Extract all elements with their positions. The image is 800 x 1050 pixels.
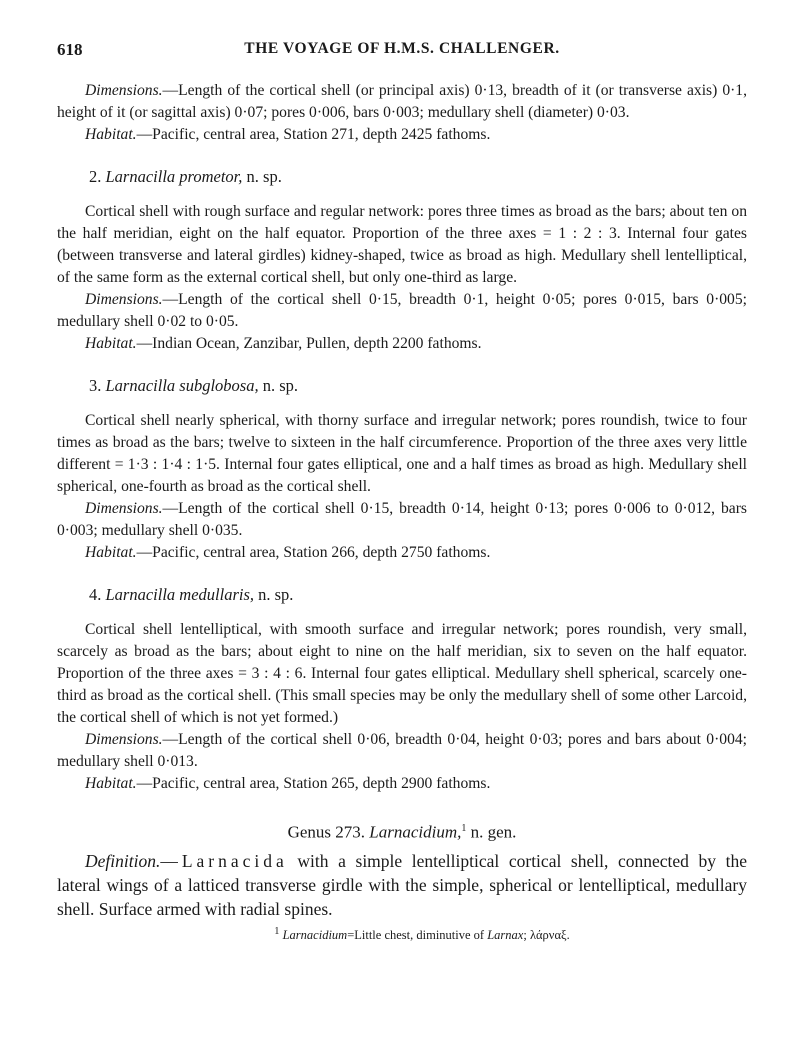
dimensions-label: Dimensions. (85, 82, 163, 99)
species-description: Cortical shell nearly spherical, with thorny surface and irregular network; pores roundish, twice to four times as broad as the bars; twelve to sixteen in the half circumference. Proportion of the three axes very little different = 1·3 : 1·4 : 1·5. Internal four gates elliptical, one and a half times as broad as high. Medullary shell spherical, one-fourth as broad as the cortical shell. (57, 412, 747, 495)
definition-label: Definition. (85, 851, 161, 871)
footnote-mark: 1 (461, 823, 467, 834)
genus-heading: Genus 273. Larnacidium,$^1$ n. gen. (287, 822, 517, 842)
species-heading: 2. Larnacilla prometor, n. sp. (89, 167, 282, 186)
species-heading: 4. Larnacilla medullaris, n. sp. (89, 585, 294, 604)
dimensions-paragraph: Dimensions.—Length of the cortical shell 0·15, breadth 0·14, height 0·13; pores 0·006 to 0·012, bars 0·003; medullary shell 0·035. (57, 500, 747, 539)
habitat-paragraph (57, 124, 747, 146)
dimensions-paragraph (57, 80, 747, 124)
definition-spaced-term: —Larnacida (160, 851, 288, 871)
habitat-paragraph: Habitat.—Pacific, central area, Station 266, depth 2750 fathoms. (85, 544, 491, 561)
page-number: 618 (57, 40, 83, 59)
page-header (57, 40, 747, 64)
habitat-label: Habitat. (85, 126, 137, 143)
dimensions-text: —Length of the cortical shell (or principal axis) 0·13, breadth of it (or transverse axis) 0·1, height of it (or sagittal axis) 0·07; pores 0·006, bars 0·003; medullary shell (diameter) 0·03. (57, 82, 747, 121)
running-title: THE VOYAGE OF H.M.S. CHALLENGER. (244, 40, 560, 57)
species-description: Cortical shell with rough surface and regular network: pores three times as broad as the bars; about ten on the half meridian, eight on the half equator. Proportion of the three axes = 1 : 2 : 3. Internal four gates (between transverse and lateral girdles) kidney-shaped, twice as broad as high. Medullary shell lentelliptical, of the same form as the external cortical shell, but only one-third as large. (57, 203, 747, 286)
species-description: Cortical shell lentelliptical, with smooth surface and irregular network; pores roundish, very small, scarcely as broad as the bars; about eight to nine on the half meridian, six to seven on the half equator. Proportion of the three axes = 3 : 4 : 6. Internal four gates elliptical. Medullary shell spherical, scarcely one-third as broad as the cortical shell. (This small species may be only the medullary shell of some other Larcoid, the cortical shell of which is not yet formed.) (57, 621, 747, 726)
definition-text: with a simple lentelliptical cortical shell, connected by the lateral wings of a latticed transverse girdle with the simple, spherical or lentelliptical, medullary shell. Surface armed with radial spines. (57, 851, 747, 919)
habitat-paragraph: Habitat.—Indian Ocean, Zanzibar, Pullen, depth 2200 fathoms. (85, 335, 482, 352)
species-heading: 3. Larnacilla subglobosa, n. sp. (89, 376, 299, 395)
dimensions-paragraph: Dimensions.—Length of the cortical shell 0·06, breadth 0·04, height 0·03; pores and bars about 0·004; medullary shell 0·013. (57, 731, 747, 770)
habitat-text: —Pacific, central area, Station 271, depth 2425 fathoms. (136, 126, 491, 143)
dimensions-paragraph: Dimensions.—Length of the cortical shell 0·15, breadth 0·1, height 0·05; pores 0·015, bars 0·005; medullary shell 0·02 to 0·05. (57, 291, 747, 330)
footnote: $^1$ Larnacidium=Little chest, diminutive of Larnax; λάρναξ. (274, 926, 570, 943)
genus-definition (57, 849, 747, 921)
habitat-paragraph: Habitat.—Pacific, central area, Station 265, depth 2900 fathoms. (85, 775, 491, 792)
page-body (57, 80, 747, 944)
